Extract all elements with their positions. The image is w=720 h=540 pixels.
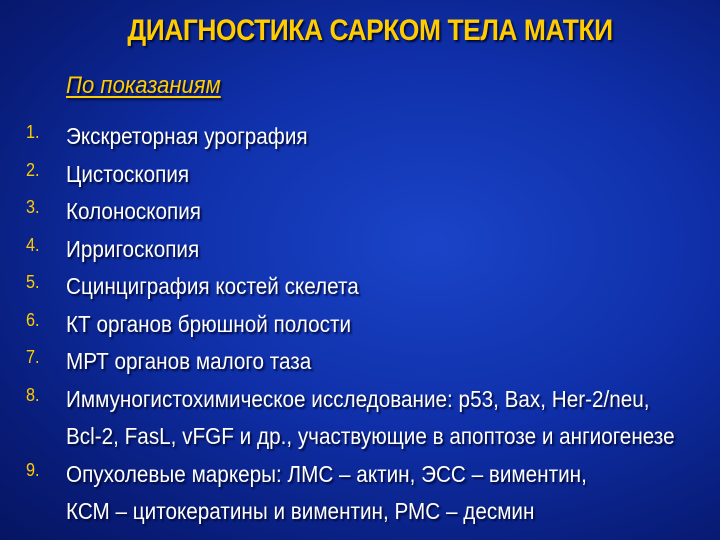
list-item-text: Иммуногистохимическое исследование: p53, Bax, Her-2/neu, <box>66 385 650 412</box>
list-item <box>0 343 720 381</box>
numbered-list <box>0 118 720 531</box>
list-item <box>0 306 720 344</box>
list-item-text: Экскреторная урография <box>66 123 308 149</box>
list-item-number: 7. <box>26 347 40 367</box>
list-item-number: 5. <box>26 272 40 292</box>
list-item-text: Колоноскопия <box>66 198 202 224</box>
list-item <box>0 156 720 194</box>
list-item-text: Цистоскопия <box>66 160 190 187</box>
list-item-number: 6. <box>26 309 40 330</box>
list-item-text: Сцинциграфия костей скелета <box>66 273 359 299</box>
list-item-text: Опухолевые маркеры: ЛМС – актин, ЭСС – виментин, <box>66 460 587 487</box>
list-item <box>0 381 720 456</box>
list-item-text: МРТ органов малого таза <box>66 348 312 374</box>
list-item-number: 3. <box>26 197 40 217</box>
slide-title: ДИАГНОСТИКА САРКОМ ТЕЛА МАТКИ <box>127 14 613 47</box>
list-item <box>0 231 720 269</box>
list-item-number: 9. <box>26 459 40 480</box>
list-item <box>0 268 720 306</box>
list-item-text-continuation: КСМ – цитокератины и виментин, РМС – десмин <box>66 498 535 524</box>
list-item-text-continuation: Bcl-2, FasL, vFGF и др., участвующие в апоптозе и ангиогенезе <box>66 423 675 449</box>
list-item-text: Ирригоскопия <box>66 235 200 262</box>
slide-subtitle: По показаниям <box>66 72 221 99</box>
list-item <box>0 118 720 156</box>
list-item-number: 8. <box>26 384 40 405</box>
list-item-number: 4. <box>26 234 40 255</box>
list-item-number: 2. <box>26 159 40 180</box>
list-item <box>0 456 720 531</box>
list-item-number: 1. <box>26 122 40 142</box>
list-item <box>0 193 720 231</box>
list-item-text: КТ органов брюшной полости <box>66 310 352 337</box>
